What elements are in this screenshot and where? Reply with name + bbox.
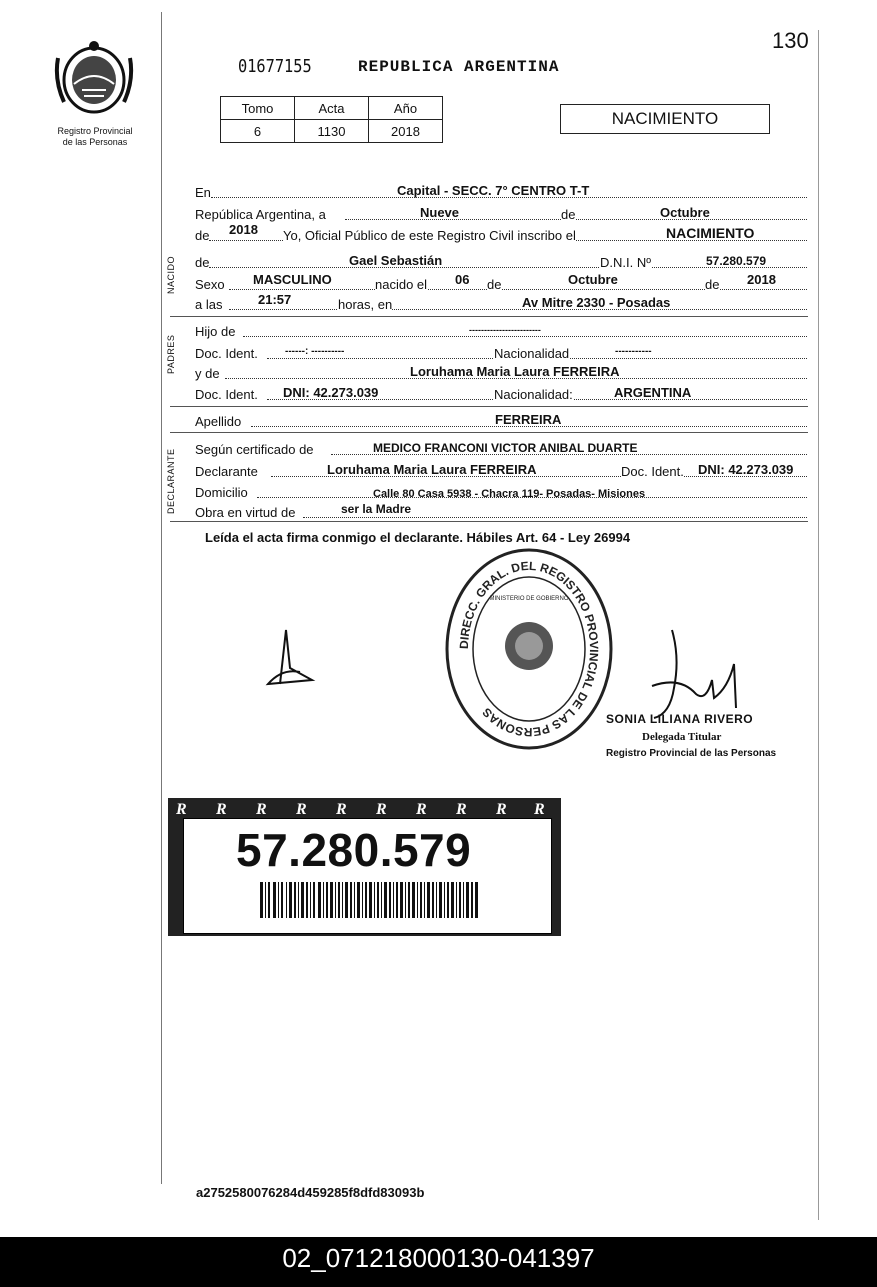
side-label-nacido: NACIDO: [166, 255, 176, 294]
svg-text:R: R: [376, 801, 387, 818]
inscribe-value: NACIMIENTO: [666, 225, 755, 241]
row-mother: y de Loruhama Maria Laura FERREIRA: [195, 362, 807, 381]
birth-day-value: 06: [455, 272, 470, 287]
mother-nationality-value: ARGENTINA: [614, 385, 692, 400]
table-header-acta: Acta: [295, 97, 369, 120]
side-label-padres: PADRES: [166, 334, 176, 374]
provincial-seal-logo: [52, 38, 136, 118]
row-declarant: Declarante Loruhama Maria Laura FERREIRA Doc. Ident. DNI: 42.273.039: [195, 460, 807, 479]
father-nationality-value: -----------: [615, 346, 652, 357]
document-hash: a2752580076284d459285f8dfd83093b: [196, 1185, 425, 1200]
address-value: Calle 80 Casa 5938 - Chacra 119- Posadas- Misiones: [373, 488, 646, 500]
mother-name-value: Loruhama Maria Laura FERREIRA: [410, 364, 620, 379]
father-value: ------------------------: [469, 325, 541, 335]
svg-text:R: R: [336, 801, 347, 818]
official-stamp: [444, 548, 614, 750]
row-address: Domicilio Calle 80 Casa 5938 - Chacra 119- Posadas- Misiones: [195, 481, 807, 500]
child-name-value: Gael Sebastián: [349, 253, 443, 268]
side-label-declarante: DECLARANTE: [166, 448, 176, 514]
table-value-acta: 1130: [295, 120, 369, 143]
page-number: 130: [772, 28, 809, 53]
signer-role: Delegada Titular: [642, 731, 722, 743]
serial-number: 01677155: [238, 56, 312, 77]
place-value: Capital - SECC. 7° CENTRO T-T: [397, 183, 590, 198]
svg-text:R: R: [456, 801, 467, 818]
declarant-doc-value: DNI: 42.273.039: [698, 462, 794, 477]
svg-text:R: R: [176, 801, 187, 818]
table-value-anio: 2018: [369, 120, 443, 143]
birth-month-value: Octubre: [568, 272, 618, 287]
row-republica: República Argentina, a Nueve de Octubre: [195, 203, 807, 222]
svg-text:MINISTERIO DE GOBIERNO: MINISTERIO DE GOBIERNO: [489, 596, 569, 602]
section-divider: [170, 406, 808, 407]
svg-text:R: R: [296, 801, 307, 818]
signer-organization: Registro Provincial de las Personas: [606, 748, 777, 759]
section-divider: [170, 521, 808, 522]
declarant-name-value: Loruhama Maria Laura FERREIRA: [327, 462, 537, 477]
svg-text:R: R: [416, 801, 427, 818]
header-title: REPUBLICA ARGENTINA: [358, 58, 560, 76]
year-value: 2018: [229, 222, 258, 237]
left-margin-line: [161, 12, 162, 1184]
record-table: [220, 96, 443, 143]
birth-time-value: 21:57: [258, 292, 292, 307]
birth-place-value: Av Mitre 2330 - Posadas: [522, 295, 671, 310]
table-value-tomo: 6: [221, 120, 295, 143]
svg-text:R: R: [496, 801, 507, 818]
svg-text:DIRECC. GRAL. DEL REGISTRO PRO: DIRECC. GRAL. DEL REGISTRO PROVINCIAL DE LAS PERSONAS: [456, 558, 602, 740]
logo-caption: Registro Provincial de las Personas: [57, 126, 133, 147]
row-hijo-de: Hijo de ------------------------: [195, 320, 807, 339]
child-dni-value: 57.280.579: [706, 254, 767, 268]
row-mother-doc: Doc. Ident. DNI: 42.273.039 Nacionalidad: ARGENTINA: [195, 383, 807, 402]
row-sex: Sexo MASCULINO nacido el 06 de Octubre de 2018: [195, 273, 807, 292]
row-certificate: Según certificado de MEDICO FRANCONI VICTOR ANIBAL DUARTE: [195, 438, 807, 457]
declarant-signature: [262, 628, 318, 690]
right-margin-line: [818, 30, 819, 1220]
barcode: [260, 882, 478, 918]
signer-name: SONIA LILIANA RIVERO: [606, 712, 754, 726]
row-name: de Gael Sebastián D.N.I. Nº 57.280.579: [195, 251, 807, 270]
month-value: Octubre: [660, 205, 710, 220]
record-type-box: NACIMIENTO: [560, 104, 770, 134]
obra-value: ser la Madre: [341, 502, 412, 516]
svg-text:R: R: [534, 801, 545, 818]
section-divider: [170, 316, 808, 317]
certificate-value: MEDICO FRANCONI VICTOR ANIBAL DUARTE: [373, 441, 638, 455]
surname-value: FERREIRA: [495, 412, 562, 427]
section-divider: [170, 432, 808, 433]
svg-text:R: R: [216, 801, 227, 818]
birth-year-value: 2018: [747, 272, 776, 287]
row-father-doc: Doc. Ident. ------: ---------- Nacionalidad -----------: [195, 342, 807, 361]
svg-text:R: R: [256, 801, 267, 818]
footer-code: 02_071218000130-041397: [0, 1237, 877, 1287]
closing-statement: Leída el acta firma conmigo el declarante. Hábiles Art. 64 - Ley 26994: [205, 530, 631, 545]
row-surname: Apellido FERREIRA: [195, 410, 807, 429]
day-value: Nueve: [420, 205, 460, 220]
mother-doc-value: DNI: 42.273.039: [283, 385, 379, 400]
officer-signature: [650, 628, 750, 720]
row-en: En Capital - SECC. 7° CENTRO T-T: [195, 181, 807, 200]
sex-value: MASCULINO: [253, 272, 332, 287]
table-header-tomo: Tomo: [221, 97, 295, 120]
row-obra: Obra en virtud de ser la Madre: [195, 501, 807, 520]
table-header-anio: Año: [369, 97, 443, 120]
father-doc-value: ------: ----------: [285, 346, 345, 357]
row-year: de 2018 Yo, Oficial Público de este Registro Civil inscribo el NACIMIENTO: [195, 224, 807, 243]
row-time: a las 21:57 horas, en Av Mitre 2330 - Posadas: [195, 293, 807, 312]
label-number: 57.280.579: [236, 824, 472, 876]
